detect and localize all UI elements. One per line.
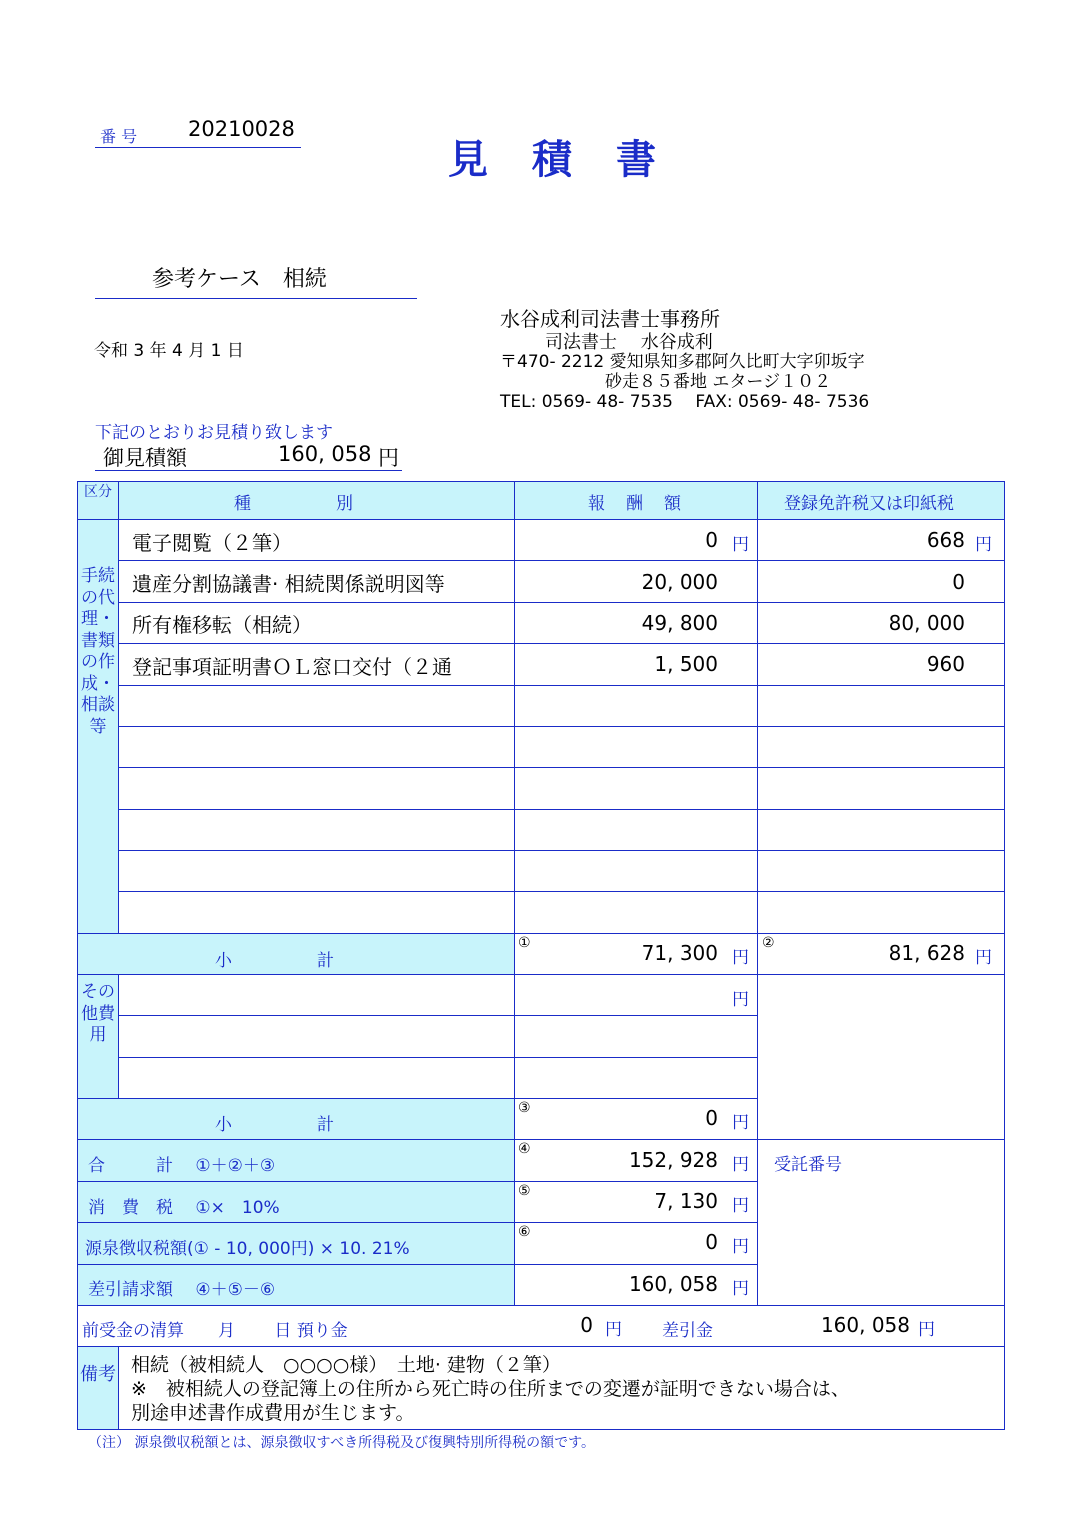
issue-date: 令和 3 年 4 月 1 日 [94, 341, 244, 361]
grid-line [118, 726, 1005, 727]
estimate-label: 御見積額 [103, 446, 187, 470]
total-value: 152, 928 [628, 1148, 718, 1172]
row-1-fee-unit: 円 [732, 535, 749, 555]
col-header-tax: 登録免許税又は印紙税 [784, 494, 954, 514]
billing-value: 160, 058 [628, 1272, 718, 1296]
grid-line [77, 933, 1005, 934]
row-3-item: 所有権移転（相続） [132, 613, 312, 637]
subtotal2-mark: ③ [518, 1100, 531, 1116]
subtotal1-tax-mark: ② [762, 935, 775, 951]
case-underline [95, 298, 417, 299]
remarks-label: 備考 [80, 1364, 116, 1385]
subtotal1-fee: 71, 300 [641, 941, 718, 965]
section1-label: 手続の代理・書類の作成・相談等 [81, 566, 115, 737]
row-3-fee: 49, 800 [641, 611, 718, 635]
row-3-tax: 80, 000 [888, 611, 965, 635]
remarks-line-2: ※ 被相続人の登記簿上の住所から死亡時の住所までの変遷が証明できない場合は、 [131, 1378, 850, 1400]
subtotal1-fee-unit: 円 [732, 948, 749, 968]
estimate-unit: 円 [378, 446, 399, 470]
grid-line [118, 809, 1005, 810]
subtotal1-label: 小 計 [215, 951, 334, 971]
other-fee-unit: 円 [732, 990, 749, 1010]
grid-line [77, 1139, 1005, 1140]
row-2-fee: 20, 000 [641, 570, 718, 594]
advance-unit: 円 [605, 1320, 622, 1340]
withholding-label: 源泉徴収税額(① - 10, 000円) × 10. 21% [85, 1239, 410, 1259]
trust-number-label: 受託番号 [774, 1155, 842, 1175]
estimate-underline [95, 470, 402, 471]
subtotal1-tax: 81, 628 [888, 941, 965, 965]
total-unit: 円 [732, 1155, 749, 1175]
billing-unit: 円 [732, 1279, 749, 1299]
withholding-mark: ⑥ [518, 1224, 531, 1240]
row-2-item: 遺産分割協議書· 相続関係説明図等 [132, 572, 445, 596]
grid-line [77, 1305, 1005, 1306]
grid-line [77, 974, 1005, 975]
total-label: 合 計 ①＋②＋③ [88, 1156, 276, 1176]
col-header-fee: 報 酬 額 [588, 494, 683, 514]
remarks-line-1: 相続（被相続人 ○○○○様） 土地· 建物（２筆） [131, 1354, 561, 1376]
row-1-fee: 0 [705, 528, 718, 552]
number-label: 番 号 [100, 127, 138, 146]
billing-label: 差引請求額 ④＋⑤－⑥ [88, 1280, 276, 1300]
row-4-item: 登記事項証明書ＯＬ窓口交付（２通 [132, 655, 452, 679]
advance-label: 前受金の清算 月 日 預り金 [82, 1321, 348, 1341]
grid-line [118, 602, 1005, 603]
office-address-2: 砂走８５番地 エタージ１０２ [605, 372, 832, 392]
office-phone-fax: TEL: 0569- 48- 7535 FAX: 0569- 48- 7536 [500, 392, 870, 412]
subtotal1-tax-unit: 円 [975, 948, 992, 968]
consumption-tax-unit: 円 [732, 1196, 749, 1216]
estimate-amount: 160, 058 [278, 442, 372, 466]
difference-unit: 円 [918, 1320, 935, 1340]
consumption-tax-mark: ⑤ [518, 1183, 531, 1199]
grid-line [118, 891, 1005, 892]
consumption-tax-label: 消 費 税 ①× 10% [88, 1198, 280, 1218]
row-2-tax: 0 [952, 570, 965, 594]
grid-line [77, 1222, 758, 1223]
section2-label: その他費用 [81, 982, 115, 1045]
grid-line [118, 767, 1005, 768]
footnote: （注） 源泉徴収税額とは、源泉徴収すべき所得税及び復興特別所得税の額です。 [88, 1435, 596, 1451]
withholding-value: 0 [705, 1230, 718, 1254]
advance-value: 0 [580, 1313, 593, 1337]
grid-line [77, 481, 1005, 482]
grid-line [77, 1429, 1005, 1430]
grid-line [77, 1264, 758, 1265]
intro-text: 下記のとおりお見積り致します [95, 423, 333, 443]
difference-label: 差引金 [662, 1321, 713, 1341]
office-address-1: 〒470- 2212 愛知県知多郡阿久比町大字卯坂字 [500, 352, 865, 372]
row-1-tax-unit: 円 [975, 535, 992, 555]
grid-line [118, 1015, 758, 1016]
grid-line [118, 685, 1005, 686]
subtotal1-fee-mark: ① [518, 935, 531, 951]
office-name: 水谷成利司法書士事務所 [500, 307, 720, 331]
case-name: 参考ケース 相続 [152, 267, 327, 292]
number-underline [95, 147, 301, 148]
grid-line [118, 560, 1005, 561]
subtotal2-unit: 円 [732, 1113, 749, 1133]
row-4-fee: 1, 500 [654, 652, 718, 676]
grid-line [77, 519, 1005, 520]
remarks-line-3: 別途申述書作成費用が生じます。 [131, 1402, 415, 1424]
grid-line [77, 1346, 1005, 1347]
scrivener-name: 司法書士 水谷成利 [545, 332, 713, 353]
col-header-type: 種 別 [234, 494, 353, 514]
subtotal2-value: 0 [705, 1106, 718, 1130]
grid-line [1004, 481, 1005, 1429]
page-title: 見 積 書 [448, 137, 658, 183]
estimate-number: 20210028 [188, 117, 295, 141]
consumption-tax-value: 7, 130 [654, 1189, 718, 1213]
col-header-kubun: 区分 [84, 484, 112, 500]
total-mark: ④ [518, 1141, 531, 1157]
grid-line [77, 1181, 758, 1182]
grid-line [77, 1098, 758, 1099]
withholding-unit: 円 [732, 1237, 749, 1257]
grid-line [118, 643, 1005, 644]
row-1-item: 電子閲覧（２筆） [132, 531, 292, 555]
subtotal2-label: 小 計 [215, 1115, 334, 1135]
grid-line [118, 850, 1005, 851]
grid-line [118, 1346, 119, 1429]
row-4-tax: 960 [926, 652, 965, 676]
row-1-tax: 668 [926, 528, 965, 552]
grid-line [118, 1057, 758, 1058]
grid-line [118, 974, 119, 1098]
grid-line [118, 481, 119, 933]
difference-value: 160, 058 [820, 1313, 910, 1337]
